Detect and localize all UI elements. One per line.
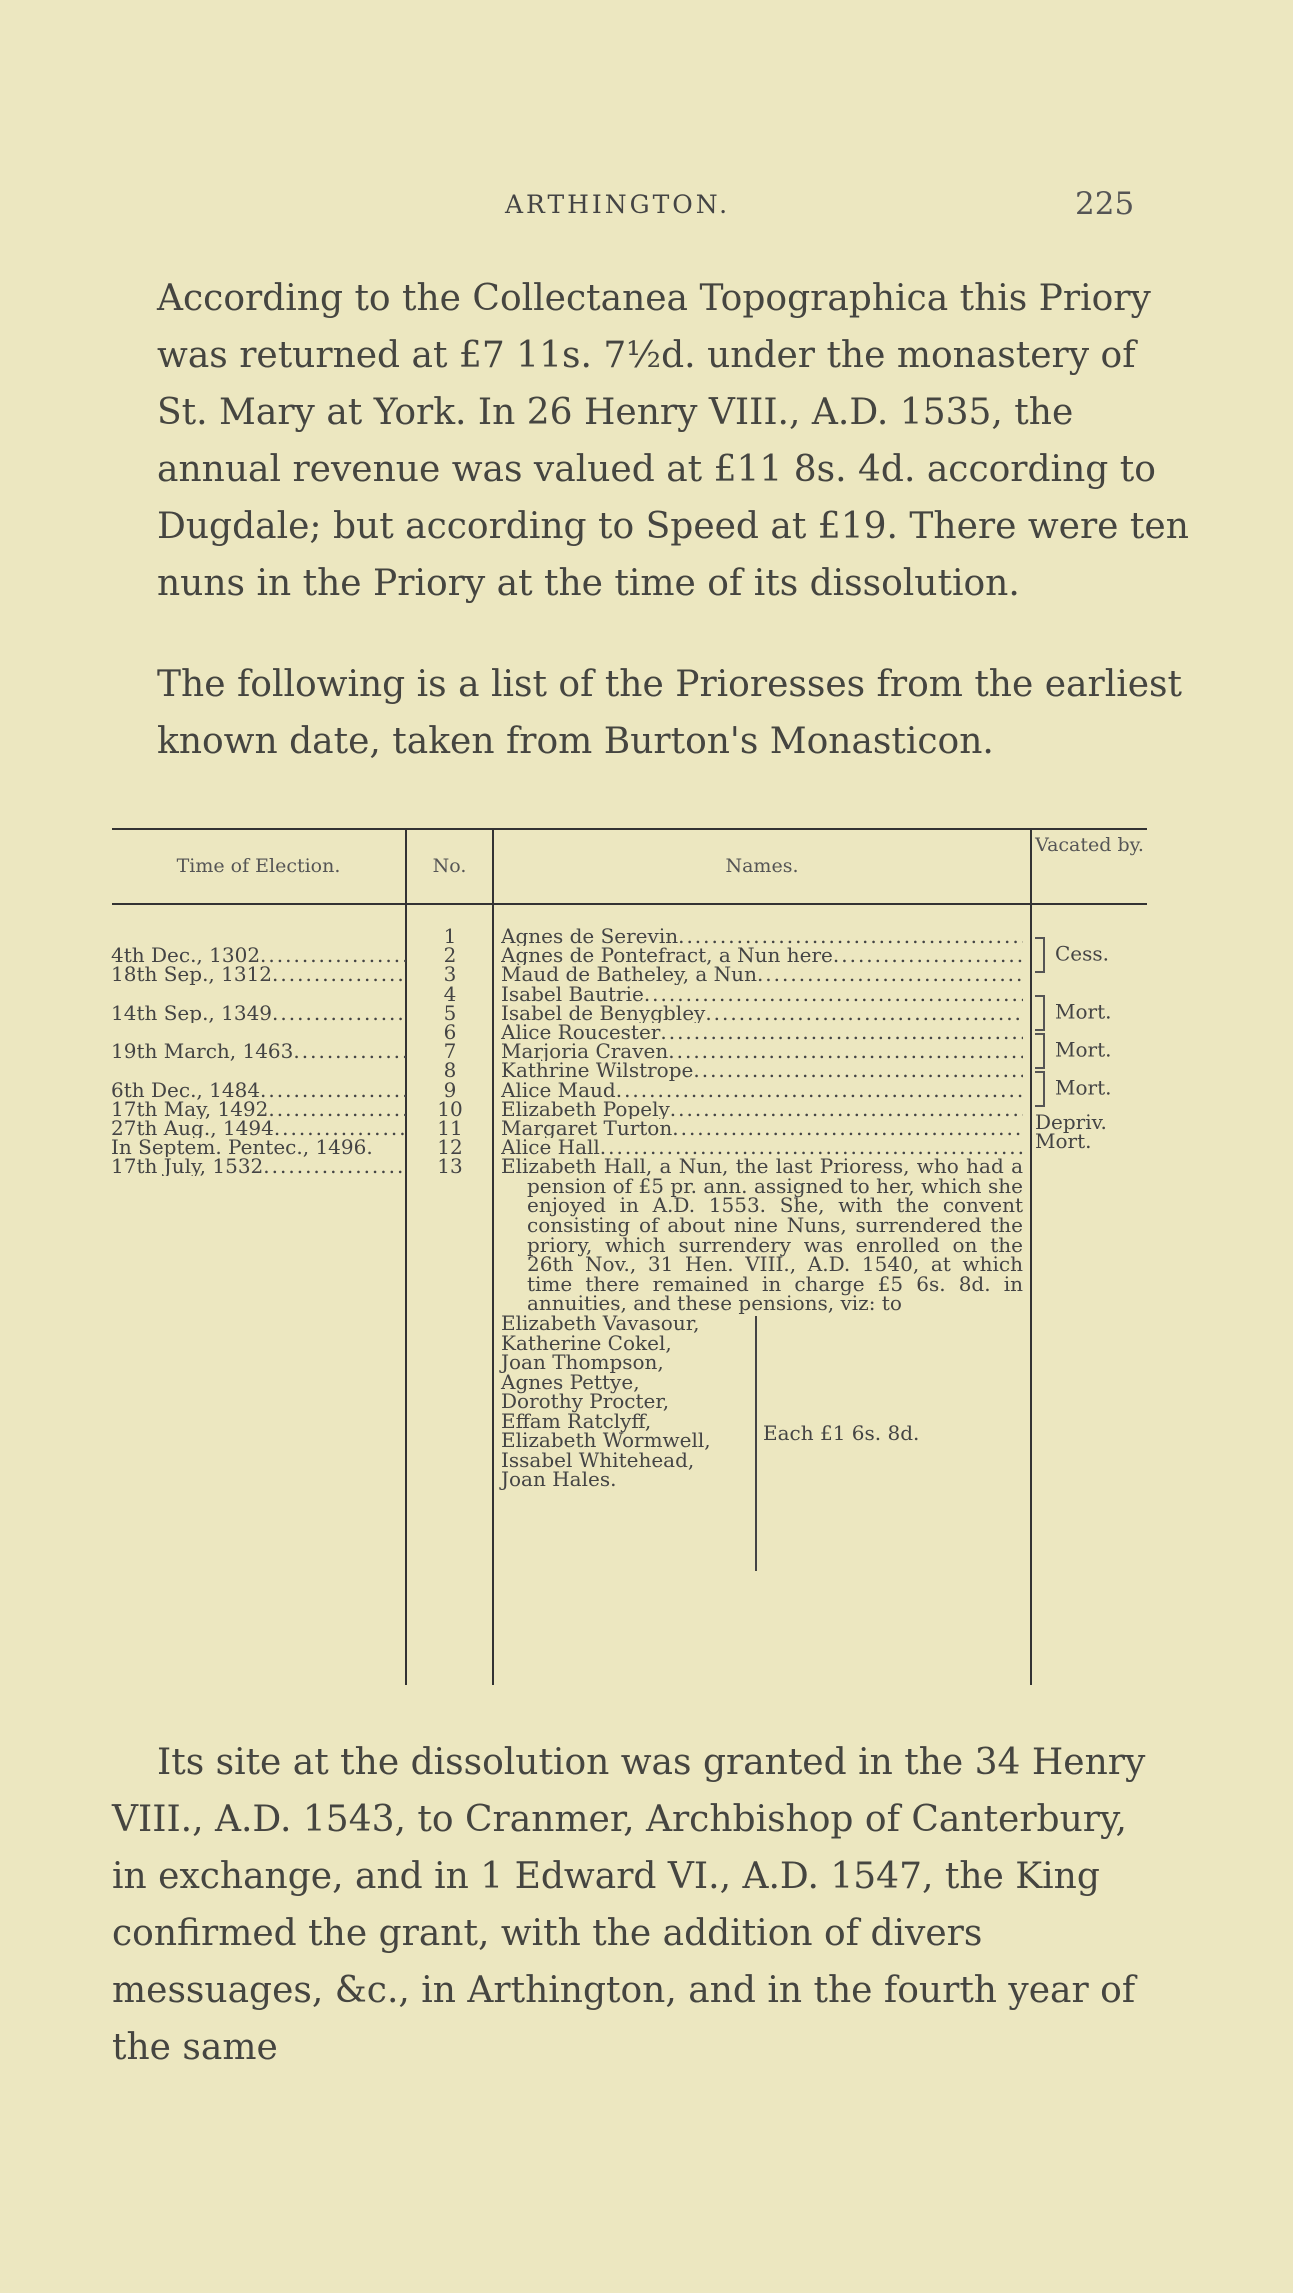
prioress-number: 2 [443, 946, 457, 966]
pensioner: Joan Thompson, [501, 1350, 664, 1374]
prioress-name: Maud de Batheley, a Nun ..... [501, 965, 1023, 984]
vacated-reason: Mort. [1035, 1033, 1111, 1069]
prioress-number: 10 [437, 1099, 463, 1119]
election-date: 17th May, 1492 ..... [111, 1100, 406, 1119]
prioress-names-column [501, 927, 1023, 1579]
prioress-number: 12 [437, 1138, 463, 1158]
election-date [111, 1023, 406, 1042]
paragraph-collectanea: According to the Collectanea Topographica this Priory was returned at £7 11s. 7½d. under the monastery of St. Mary at York. In 26 Henry VIII., A.D. 1535, the annual revenue was valued at £11 8s. 4d. according to Dugdale; but according to Speed at £19. There were ten nuns in the Priory at the time of its dissolution. [157, 278, 1189, 604]
pension-amount: Each £1 6s. 8d. [763, 1421, 920, 1445]
prioress-name: Kathrine Wilstrope ..... [501, 1061, 1023, 1080]
table-header-rule [112, 903, 1147, 905]
vacated-reason: Depriv. [1035, 1110, 1107, 1134]
election-date: 19th March, 1463 ..... [111, 1042, 406, 1061]
vacated-reason: Mort. [1035, 995, 1111, 1031]
prioress-name: Alice Maud ..... [501, 1081, 1023, 1100]
prioress-number: 5 [443, 1003, 457, 1023]
election-date: 4th Dec., 1302 ..... [111, 946, 406, 965]
election-date [111, 985, 406, 1004]
column-divider [1030, 830, 1032, 1685]
election-date: 27th Aug., 1494 ..... [111, 1119, 406, 1138]
header-number: No. [432, 855, 467, 877]
pensioner: Dorothy Procter, [501, 1389, 670, 1413]
election-date: In Septem. Pentec., 1496. [111, 1138, 373, 1158]
election-date [111, 927, 406, 946]
prioress-number: 8 [443, 1061, 457, 1081]
prioress-name: Agnes de Pontefract, a Nun here ..... [501, 946, 1023, 965]
prioress-name: Alice Roucester ..... [501, 1023, 1023, 1042]
paragraph-site-granted: Its site at the dissolution was granted in the 34 Henry VIII., A.D. 1543, to Cranmer, Archbishop of Canterbury, in exchange, and in 1 Edward VI., A.D. 1547, the King confirmed the grant, with the addition of divers messuages, &c., in Arthington, and in the fourth year of the same [112, 1742, 1146, 2068]
election-date: 6th Dec., 1484 ..... [111, 1081, 406, 1100]
header-time-of-election: Time of Election. [176, 855, 341, 877]
vacated-reason: Mort. [1035, 1071, 1111, 1107]
election-dates-column [111, 927, 406, 1176]
prioress-name: Margaret Turton ..... [501, 1119, 1023, 1138]
pensioner: Agnes Pettye, [501, 1369, 640, 1394]
prioress-number: 11 [437, 1118, 463, 1139]
table-top-rule [112, 828, 1147, 830]
pensioner: Effam Ratclyff, [501, 1408, 652, 1433]
pensions-list [501, 1311, 1023, 1579]
pensioner: Katherine Cokel, [501, 1330, 672, 1355]
pensioner: Issabel Whitehead, [501, 1447, 695, 1472]
vacated-reason: Mort. [1035, 1129, 1092, 1153]
page-number: 225 [1075, 186, 1135, 222]
header-names: Names. [725, 855, 799, 877]
prioress-name: Agnes de Serevin ..... [501, 927, 1023, 946]
prioress-name: Isabel de Benygbley ..... [501, 1004, 1023, 1023]
prioress-number: 1 [443, 927, 457, 947]
prioress-name: Alice Hall ..... [501, 1138, 1023, 1157]
column-divider [492, 830, 494, 1685]
running-title: ARTHINGTON. [505, 190, 731, 219]
prioress-numbers-column [415, 927, 485, 1176]
election-date: 18th Sep., 1312 ..... [111, 965, 406, 984]
header-vacated-by: Vacated by. [1035, 834, 1144, 856]
prioress-number: 3 [443, 965, 457, 985]
election-date: 17th July, 1532 ..... [111, 1157, 406, 1176]
pension-brace [745, 1316, 757, 1571]
vacated-reason: Cess. [1035, 937, 1109, 973]
prioress-name: Marjoria Craven ..... [501, 1042, 1023, 1061]
prioress-number: 6 [443, 1022, 457, 1043]
prioress-number: 7 [443, 1042, 457, 1062]
prioress-name: Elizabeth Popely ..... [501, 1100, 1023, 1119]
pensioner: Elizabeth Wormwell, [501, 1428, 711, 1452]
last-prioress-note: Elizabeth Hall, a Nun, the last Prioress, who had a pension of £5 pr. ann. assigned to her, which she enjoyed in A.D. 1553. She, with the convent consisting of about nine Nuns, surrendered the priory, which surrendery was enrolled on the 26th Nov., 31 Hen. VIII., A.D. 1540, at which time there remained in charge £5 6s. 8d. in annuities, and these pensions, viz: to [501, 1154, 1023, 1316]
prioress-number: 13 [437, 1157, 463, 1177]
prioress-number: 4 [443, 984, 457, 1004]
pensioner: Elizabeth Vavasour, [501, 1311, 700, 1335]
prioress-name: Isabel Bautrie ..... [501, 985, 1023, 1004]
election-date [111, 1061, 406, 1080]
paragraph-prioresses-intro: The following is a list of the Prioresses from the earliest known date, taken from Burton's Monasticon. [157, 664, 1182, 762]
election-date: 14th Sep., 1349 ..... [111, 1004, 406, 1023]
prioress-number: 9 [443, 1080, 457, 1100]
pensioner: Joan Hales. [501, 1467, 617, 1491]
